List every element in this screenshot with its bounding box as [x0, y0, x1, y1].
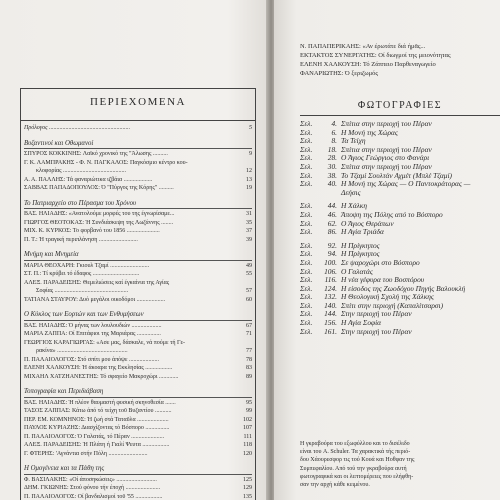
- toc-entry-text: ΕΛΕΝΗ ΧΑΛΚΟΥΣΗ: Ή άκοαρα της Εκκλησίας ..................: [24, 365, 173, 371]
- photo-page-number: 6.: [331, 128, 337, 137]
- toc-entry: Ν. ΠΑΠΑΠΕΡΙΚΑΗΣ: «Αν έρωτάτε διά ήμᾶς...: [300, 43, 426, 50]
- toc-entry-text: ΜΙΧΑΗΛ ΧΑΤΖΗΑΝΕΣΤΗΣ: Τό σφαγείο Μακροχώρι .............: [24, 373, 179, 380]
- toc-page-number: 37: [246, 228, 252, 234]
- note-line: σαν την αρχή κάθε κειμένου.: [300, 482, 370, 489]
- toc-page-number: 89: [246, 373, 252, 380]
- toc-entry: [24, 450, 252, 459]
- toc-entry-text: Γ. Κ. ΛΑΜΠΡΑΚΗΣ - Φ. Ν. ΠΑΓΚΑΛΟΣ: Παγκόσμιο κέντρο κου-: [24, 159, 188, 166]
- photo-entry: [300, 129, 500, 138]
- toc-entry-text: ΒΑΣ. ΗΛΙΑΔΗΣ: Ή πλέον θαυμαστή φυσική σκηνοθεσία .......: [24, 399, 176, 406]
- toc-entry: [24, 407, 252, 416]
- photo-page-number: 156.: [324, 319, 337, 328]
- toc-entry: [24, 339, 252, 348]
- photo-entry: [300, 180, 500, 189]
- toc-entry-text: ΠΑΥΛΟΣ ΚΥΡΙΑΖΗΣ: Διασχίζοντας τό Βόσπορο ................: [24, 425, 170, 431]
- toc-entry-text: ΑΛΕΞ. ΠΑΡΑΔΕΙΣΗΣ: Θεμελιώσεις καί έγκαίνια της Αγίας: [24, 279, 170, 286]
- toc-page-number: 55: [246, 271, 252, 277]
- photo-caption: Σπίτια στην περιοχή του Πέραν: [341, 120, 432, 128]
- photo-entry: [300, 285, 500, 294]
- photo-page-prefix: Σελ.: [300, 228, 313, 237]
- toc-entry-text: Σοφίας .................................................: [36, 288, 129, 294]
- photo-page-number: 94.: [327, 250, 337, 259]
- photo-entry: [300, 250, 500, 259]
- toc-entry: [24, 424, 252, 433]
- toc-page-number: 129: [243, 485, 252, 491]
- photo-entry: [300, 120, 500, 129]
- toc-entry: [24, 356, 252, 365]
- toc-entry-text: Βυζαντινοί και Οθωμανοί: [24, 139, 94, 147]
- toc-entry: [24, 227, 252, 236]
- toc-entry: [24, 399, 252, 408]
- photo-page-number: 100.: [324, 258, 337, 267]
- photo-entry: [300, 202, 500, 211]
- toc-entry: ΕΛΕΝΗ ΧΑΛΚΟΥΣΗ: Τό Ζάππειο Παρθεναγωγείο: [300, 61, 436, 68]
- photo-caption: Σπίτια στην περιοχή του Πέραν: [341, 162, 432, 171]
- toc-page-number: 13: [246, 176, 252, 183]
- toc-entry-text: Η Ομογένεια και τα Πάθη της: [24, 465, 105, 472]
- toc-page-number: 125: [243, 476, 252, 483]
- toc-entry-text: Τοπογραφία και Περιδιάβαση: [24, 388, 104, 395]
- toc-continuation: [300, 42, 500, 78]
- photo-caption: Ο Γαλατάς: [341, 267, 373, 276]
- photo-entry: [300, 310, 500, 319]
- photo-page-number: 30.: [327, 162, 337, 171]
- toc-entry-text: ΣΠΥΡΟΣ ΚΟΚΚΙΝΗΣ: Λαϊκό χρονικό της "Άλωσης ..........: [24, 151, 168, 157]
- toc-title: ΠΕΡΙΕΧΟΜΕΝΑ: [90, 96, 186, 108]
- toc-entry: [24, 150, 252, 159]
- toc-entry-text: ΤΑΤΙΑΝΑ ΣΤΑΥΡΟΥ: Δυό μεγάλοι οικοδόμοι ...................: [24, 296, 166, 303]
- toc-page-number: 107: [243, 425, 252, 431]
- toc-title-rule: [20, 120, 256, 121]
- photo-page-number: 38.: [327, 171, 337, 180]
- photo-page-prefix: Σελ.: [300, 137, 313, 146]
- toc-entry-text: ΜΑΡΙΑ ΘΕΟΧΑΡΗ: Γκιουλ Τζαμί ..........................: [24, 262, 150, 269]
- toc-entry-text: ΜΑΡΙΑ ΖΑΠΠΑ: Οί Επιτάφιοι της Μαριάρας ................: [24, 331, 161, 337]
- photo-page-number: 8.: [331, 137, 337, 146]
- photo-page-number: 28.: [327, 154, 337, 163]
- photo-entry: [300, 276, 500, 285]
- toc-entry: [24, 347, 252, 356]
- photo-caption: Η Πρίγκηπος: [341, 250, 380, 259]
- photo-caption: Το Τζαμί Σουλτάν Αχμέτ (Μπλέ Τζαμί): [341, 171, 452, 180]
- toc-page-number: 35: [246, 219, 252, 226]
- note-line: φωτογραφικά και οι λεπτομέρειες που ελήφθη-: [300, 473, 414, 480]
- toc-section-heading: [24, 310, 252, 321]
- toc-entry-text: ΣΑΒΒΑΣ ΠΑΠΑΔΟΠΟΥΛΟΣ: Ό "Πύργος της Κόρης" ..........: [24, 185, 174, 191]
- toc-entry-text: ΓΕΩΡΓΙΟΣ ΚΑΡΑΓΙΩΡΓΑΣ: «Ασε μας, δάσκαλε, νά πούμε τή Γε-: [24, 339, 186, 346]
- photo-page-number: 144.: [324, 310, 337, 319]
- photo-page-prefix: Σελ.: [300, 145, 313, 154]
- photo-caption: Ο Άγιος Θεράπων: [341, 219, 394, 228]
- toc-entry: [24, 219, 252, 228]
- photo-entry: [300, 268, 500, 277]
- photo-page-prefix: Σελ.: [300, 284, 313, 293]
- toc-entry-text: κλοφορίας ..........................................: [36, 168, 127, 174]
- toc-page-number: 57: [246, 288, 252, 294]
- toc-entry-text: ΔΗΜ. ΓΚΙΩΝΗΣ: Στού φόνου τήν έποχή .......................: [24, 485, 161, 491]
- photo-entry: [300, 146, 500, 155]
- note-line: είναι του A. Schuler. Τα χαρακτικά τής περιό-: [300, 449, 411, 456]
- note-line: Συμπεφαλίου. Από τού την γκραβούρα αυτή: [300, 465, 407, 472]
- photo-caption: Η Πρίγκηπος: [341, 241, 380, 250]
- photo-page-prefix: Σελ.: [300, 293, 313, 302]
- photo-page-prefix: Σελ.: [300, 319, 313, 328]
- toc-entry-text: ΒΑΣ. ΗΛΙΑΔΗΣ: Ό μήνας των λουλουδιών ....................: [24, 322, 162, 329]
- toc-entry: [24, 287, 252, 296]
- toc-section-heading: [24, 250, 252, 261]
- photo-entry: [300, 228, 500, 237]
- photo-page-prefix: Σελ.: [300, 250, 313, 259]
- toc-entry: [24, 210, 252, 219]
- photo-page-number: 44.: [327, 202, 337, 211]
- photo-page-prefix: Σελ.: [300, 128, 313, 137]
- toc-page-number: 102: [243, 416, 252, 423]
- photo-caption: Άποψη της Πόλης από το Βόσπορο: [341, 210, 443, 219]
- toc-entry-text: Πρόλογος ......................................................: [24, 125, 131, 131]
- toc-entry-text: ΓΙΩΡΓΟΣ ΘΕΟΤΟΚΑΣ: Ή Συνδιάσκεψη της Λωζάννης ........: [24, 219, 174, 226]
- photo-page-prefix: Σελ.: [300, 171, 313, 180]
- toc-page-number: 120: [243, 450, 252, 457]
- photo-page-number: 132.: [324, 293, 337, 302]
- photo-entry: [300, 172, 500, 181]
- photo-entry: [300, 211, 500, 220]
- photo-entry: [300, 293, 500, 302]
- photo-entry: [300, 242, 500, 251]
- toc-entry: [24, 159, 252, 168]
- toc-entry: [24, 124, 252, 133]
- toc-entry-text: Π. ΠΑΛΑΙΟΛΟΓΟΣ: Ό Γαλατάς, τό Πέραν ......................: [24, 433, 165, 440]
- photo-entry: [300, 302, 500, 311]
- photo-page-prefix: Σελ.: [300, 120, 313, 128]
- photo-caption: Η Αγία Σοφία: [341, 319, 382, 328]
- photo-page-number: 124.: [324, 284, 337, 293]
- toc-entry-text: Ο Κύκλος των Εορτών και των Ενθυμήσεων: [24, 311, 144, 318]
- toc-page-number: 39: [246, 236, 252, 243]
- toc-entry-text: Π. Τ.: Ή τραγική περιπλάνηση ..........................: [24, 236, 138, 243]
- photo-caption: Στην περιοχή του Πέραν: [341, 310, 412, 319]
- photo-page-number: 116.: [324, 276, 337, 285]
- photo-page-prefix: Σελ.: [300, 276, 313, 285]
- photo-caption: Η Χάλκη: [341, 202, 367, 211]
- photo-page-prefix: Σελ.: [300, 210, 313, 219]
- toc-section-heading: [24, 464, 252, 475]
- photo-page-number: 40.: [327, 180, 337, 189]
- photos-title: ΦΩΤΟΓΡΑΦΙΕΣ: [357, 100, 443, 111]
- photo-page-prefix: Σελ.: [300, 301, 313, 310]
- toc-entry: [24, 330, 252, 339]
- photo-page-number: 46.: [327, 210, 337, 219]
- toc-page-number: 95: [246, 399, 252, 406]
- toc-entry-text: ΠΕΡ. ΕΜ. ΚΟΜΝΗΝΟΣ: Ή ζωή στά Ταταῦλα .....................: [24, 416, 169, 423]
- toc-entry-text: ρακίνα» ...............................................: [36, 348, 128, 354]
- toc-page-number: 9: [249, 151, 252, 157]
- toc-entry: [24, 270, 252, 279]
- toc-page-number: 78: [246, 356, 252, 363]
- toc-section-heading: [24, 199, 252, 210]
- toc-entry-text: Γ. ΦΤΕΡΗΣ: 'Αγνάντια στήν Πόλη ..........................: [24, 450, 148, 457]
- toc-entry-text: Π. ΠΑΛΑΙΟΛΟΓΟΣ: Οί βανδαλισμοί τοῦ '55 ..................: [24, 493, 163, 500]
- photo-entry: [300, 154, 500, 163]
- photo-list: [300, 120, 500, 336]
- toc-page-number: 71: [246, 331, 252, 337]
- photos-title-rule: [300, 115, 500, 116]
- toc-entry: [24, 184, 252, 193]
- toc-entry: [24, 433, 252, 442]
- photo-page-prefix: Σελ.: [300, 162, 313, 171]
- photo-page-prefix: Σελ.: [300, 154, 313, 163]
- toc-page-number: 19: [246, 185, 252, 191]
- toc-entry: [24, 416, 252, 425]
- toc-entry-text: Φ. ΒΑΣΙΛΑΚΗΣ: «Οί άποσηκώσεις» ...........................: [24, 476, 157, 483]
- toc-entry: [24, 279, 252, 288]
- photo-caption: Τα Τείχη: [341, 137, 366, 146]
- toc-page-number: 60: [246, 296, 252, 303]
- photo-entry: [300, 319, 500, 328]
- toc-entry: ΦΑΝΑΡΙΩΤΗΣ: Ό ξεριζωμός: [300, 70, 378, 77]
- toc-page-number: 118: [243, 442, 252, 448]
- photo-page-number: 86.: [327, 228, 337, 237]
- table-of-contents: [24, 124, 252, 500]
- photo-page-prefix: Σελ.: [300, 202, 313, 211]
- photo-caption: Η Θεολογική Σχολή της Χάλκης: [341, 293, 434, 302]
- toc-entry: [24, 296, 252, 305]
- toc-entry-text: ΒΑΣ. ΗΛΙΑΔΗΣ: «Ανατολούμε μορφές του της έγνωρίσαμε...: [24, 211, 175, 217]
- toc-entry-text: Α. Α. ΠΑΛΛΗΣ: Τά φαναριώτικα ιζβάια ...................: [24, 176, 153, 183]
- photo-entry: [300, 328, 500, 337]
- toc-entry: [24, 236, 252, 245]
- toc-entry: [24, 441, 252, 450]
- toc-page-number: 83: [246, 365, 252, 371]
- photo-caption: Η είσοδος της Ζωοδόχου Πηγής Βαλουκλή: [341, 284, 466, 293]
- photo-caption: Δεήσις: [341, 188, 361, 197]
- photo-page-prefix: Σελ.: [300, 267, 313, 276]
- toc-entry: [24, 493, 252, 500]
- photo-page-number: 62.: [327, 219, 337, 228]
- photo-page-prefix: Σελ.: [300, 241, 313, 250]
- photo-caption: Στην περιοχή του Πέραν: [341, 327, 412, 336]
- photo-caption: Σπίτια στην περιοχή του Πέραν: [341, 145, 432, 154]
- photo-page-prefix: Σελ.: [300, 180, 313, 189]
- toc-page-number: 135: [243, 493, 252, 500]
- toc-entry-text: ΣΤ. Π.: Τί κρύβει τό έδαφος ...............................: [24, 271, 140, 277]
- toc-entry: ΕΚΤΑΚΤΟΣ ΣΥΝΕΡΓΑΤΗΣ: Οί διωγμοί της μειονότητας: [300, 52, 451, 59]
- toc-page-number: 111: [243, 433, 252, 440]
- toc-page-number: 49: [246, 262, 252, 269]
- photo-page-prefix: Σελ.: [300, 258, 313, 267]
- toc-entry-text: Π. ΠΑΛΑΙΟΛΟΓΟΣ: Στό σπίτι μου άπόψε ....................: [24, 356, 159, 363]
- toc-entry: [24, 322, 252, 331]
- toc-page-number: 31: [246, 211, 252, 217]
- toc-entry: [24, 484, 252, 493]
- photo-page-prefix: Σελ.: [300, 219, 313, 228]
- toc-entry: [24, 167, 252, 176]
- toc-entry: [24, 364, 252, 373]
- photo-page-prefix: Σελ.: [300, 310, 313, 319]
- toc-entry: [24, 176, 252, 185]
- toc-page-number: 12: [246, 168, 252, 174]
- photo-entry: [300, 137, 500, 146]
- photo-page-number: 4.: [331, 120, 337, 128]
- toc-entry-text: ΜΙΧ. Κ. ΚΥΡΚΟΣ: Το φορβανό του 1856 ......................: [24, 228, 160, 234]
- photo-page-number: 92.: [327, 241, 337, 250]
- toc-entry: [24, 373, 252, 382]
- toc-page-number: 67: [246, 322, 252, 329]
- toc-entry-text: ΤΑΣΟΣ ΖΑΠΠΑΣ: Κάτω άπό τό τείχη τοῦ Βυζαντίου ...........: [24, 408, 172, 414]
- note-line: δου Χάουρεσφορ τις τού Κουά και Ηοθφαν της: [300, 457, 415, 464]
- cover-note: [300, 440, 500, 489]
- toc-entry-text: Το Πατριαρχείο στο Πέρασμα του Χρόνου: [24, 199, 137, 207]
- photo-entry: [300, 163, 500, 172]
- note-line: Η γκραβούρα του εξωφύλλου και το δισέλιδο: [300, 441, 410, 447]
- photo-entry: [300, 189, 500, 198]
- photo-page-number: 161.: [324, 327, 337, 336]
- toc-entry-text: Μνήμη και Μνημεία: [24, 251, 79, 258]
- toc-page-number: 5: [249, 125, 252, 131]
- toc-page-number: 99: [246, 408, 252, 414]
- toc-entry: [24, 262, 252, 271]
- photo-caption: Σπίτι στην περιοχή (Καπαλίτσαρσι): [341, 301, 444, 310]
- toc-section-heading: [24, 139, 252, 150]
- toc-entry: [24, 476, 252, 485]
- photo-caption: Η Μονή της Χώρας: [341, 128, 398, 137]
- photo-caption: Ο Άγιος Γεώργιος στο Φανάρι: [341, 154, 430, 163]
- toc-page-number: 77: [246, 348, 252, 354]
- photo-caption: Η Αγία Τριάδα: [341, 228, 384, 237]
- toc-section-heading: [24, 387, 252, 398]
- photo-caption: Η νέα γέφυρα του Βοσπόρου: [341, 276, 425, 285]
- photo-entry: [300, 220, 500, 229]
- photo-page-number: 140.: [324, 301, 337, 310]
- toc-entry-text: ΑΛΕΞ. ΠΑΡΑΔΕΙΣΗΣ: Ή Πλάτη ή Γιαλί Ψευτα ..................: [24, 442, 170, 448]
- photo-entry: [300, 259, 500, 268]
- photo-page-number: 106.: [324, 267, 337, 276]
- photo-page-number: 18.: [327, 145, 337, 154]
- photo-page-prefix: Σελ.: [300, 327, 313, 336]
- photo-caption: Η Μονή της Χώρας — Ο Παντοκράτορας —: [341, 180, 471, 189]
- photo-caption: Σε ψαροχώρι στο Βόσπορο: [341, 258, 420, 267]
